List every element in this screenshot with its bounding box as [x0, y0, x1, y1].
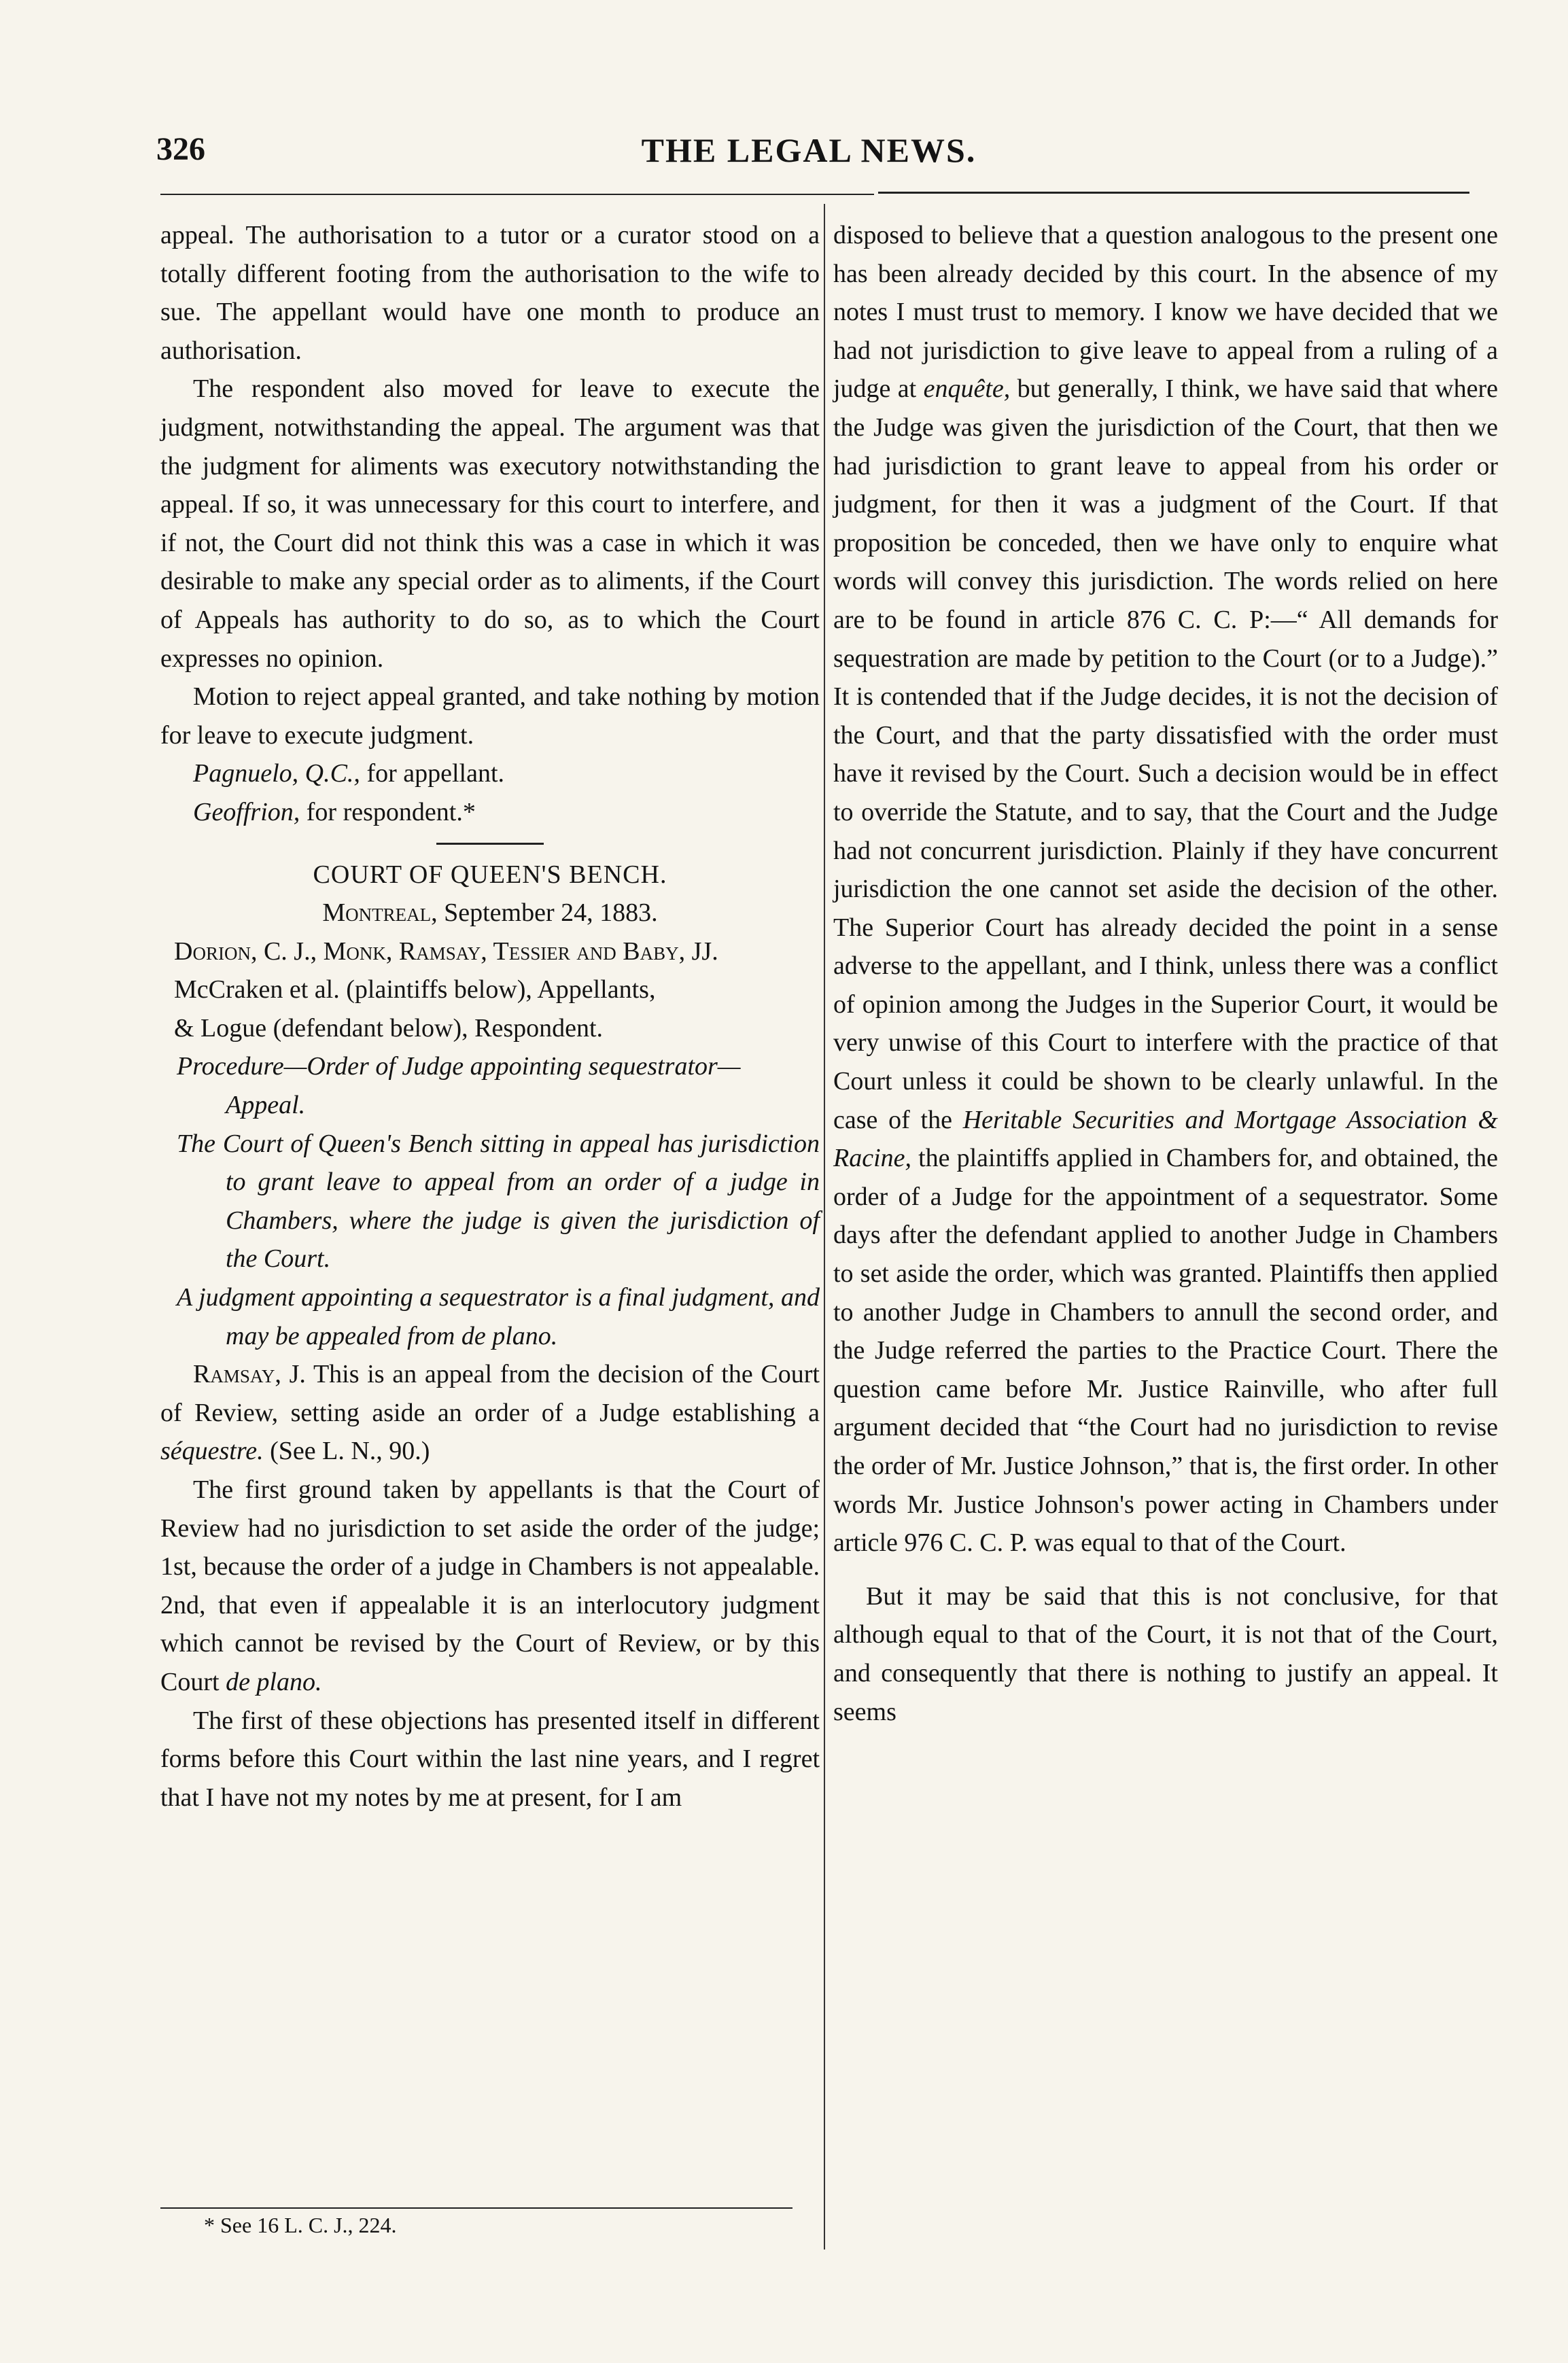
header-rule-left [160, 194, 874, 195]
paragraph-text: This is an appeal from the decision of the Court of Review, setting aside an order of a Judge establishing a [160, 1360, 820, 1427]
footnote: * See 16 L. C. J., 224. [204, 2213, 397, 2237]
page-number: 326 [156, 131, 205, 167]
reference: (See L. N., 90.) [263, 1437, 430, 1466]
case-name: Heritable Securities and Mortgage Association & Racine, [833, 1105, 1498, 1173]
counsel-name: Geoffrion, [193, 797, 300, 826]
headnote: A judgment appointing a sequestrator is a final judgment, and may be appealed from de plano. [177, 1283, 820, 1350]
left-column [160, 216, 820, 1817]
dateline-date: September 24, 1883. [437, 898, 658, 928]
paragraph-text: but generally, I think, we have said that where the Judge was given the jurisdiction of the Court, that then we had jurisdiction to grant leave to appeal from his order or judgment, for then it was a judgment of the Court. If that proposition be conceded, then we have only to enquire what words will convey this jurisdiction. The words relied on here are to be found in article 876 C. C. P:—“ All demands for sequestration are made by petition to the Court (or to a Judge).” It is contended that if the Judge decides, it is not the decision of the Court, and that the party dissatisfied with the order must have it revised by the Court. Such a decision would be in effect to override the Statute, and to say, that the Court and the Judge had not concurrent jurisdiction. Plainly if they have concurrent jurisdiction the one cannot set aside the decision of the other. The Superior Court has already decided the point in a sense adverse to the appellant, and I think, unless there was a conflict of opinion among the Judges in the Superior Court, it would be very unwise of this Court to interfere with the practice of that Court unless it could be shown to be clearly unlawful. In the case of the [833, 374, 1498, 1134]
counsel-name: Pagnuelo, Q.C., [193, 759, 360, 788]
paragraph: The respondent also moved for leave to execute the judgment, notwithstanding the appeal. The argument was that the judgment for aliments was executory notwithstanding the appeal. If so, it was unnecessary for this court to interfere, and if not, the Court did not think this was a case in which it was desirable to make any special order as to aliments, if the Court of Appeals has authority to do so, as to which the Court expresses no opinion. [160, 374, 820, 673]
dateline [160, 894, 820, 932]
parties-respondent: & Logue (defendant below), Respondent. [174, 1013, 604, 1043]
counsel-line [160, 754, 820, 793]
opinion-author: Ramsay, J. [193, 1360, 306, 1389]
paragraph: The first of these objections has presented itself in different forms before this Court within the last nine years, and I regret that I have not my notes by me at present, for I am [160, 1706, 820, 1812]
subject-line: Procedure—Order of Judge appointing sequestrator—Appeal. [177, 1052, 741, 1120]
italic-term: enquête, [923, 374, 1011, 404]
journal-title: THE LEGAL NEWS. [641, 131, 977, 169]
dateline-place: Montreal, [322, 898, 438, 928]
paragraph [833, 216, 1498, 1562]
judges-line: Dorion, C. J., Monk, Ramsay, Tessier and Baby, JJ. [174, 937, 718, 966]
headnote: The Court of Queen's Bench sitting in appeal has jurisdiction to grant leave to appeal from an order of a judge in Chambers, where the judge is given the jurisdiction of the Court. [177, 1129, 820, 1274]
running-head [156, 130, 1461, 185]
paragraph-text: The first ground taken by appellants is that the Court of Review had no jurisdiction to set aside the order of the judge; 1st, because the order of a judge in Chambers is not appealable. 2nd, that even if appealable it is an interlocutory judgment which cannot be revised by the Court of Review, or by this Court [160, 1475, 820, 1696]
section-rule [436, 843, 544, 845]
paragraph-text: the plaintiffs applied in Chambers for, and obtained, the order of a Judge for the appointment of a sequestrator. Some days after the defendant applied to another Judge in Chambers to set aside the order, which was granted. Plaintiffs then applied to another Judge in Chambers to annull the second order, and the Judge referred the parties to the Practice Court. There the question came before Mr. Justice Rainville, who after full argument decided that “the Court had no jurisdiction to revise the order of Mr. Justice Johnson,” that is, the first order. In other words Mr. Justice Johnson's power acting in Chambers under article 976 C. C. P. was equal to that of the Court. [833, 1144, 1498, 1558]
counsel-line [160, 793, 820, 832]
italic-term: séquestre. [160, 1437, 264, 1466]
column-divider [824, 204, 825, 2250]
counsel-role: for respondent.* [300, 797, 476, 826]
paragraph: appeal. The authorisation to a tutor or a curator stood on a totally different footing from the authorisation to the wife to sue. The appellant would have one month to produce an authorisation. [160, 221, 820, 365]
paragraph-gap [833, 1562, 1498, 1577]
counsel-role: for appellant. [360, 759, 505, 788]
court-heading: COURT OF QUEEN'S BENCH. [313, 860, 667, 889]
paragraph [160, 1355, 820, 1471]
paragraph: But it may be said that this is not conclusive, for that although equal to that of the Court, it is not that of the Court, and consequently that there is nothing to justify an appeal. It seems [833, 1581, 1498, 1726]
header-rule-right [878, 192, 1469, 194]
parties-appellants: McCraken et al. (plaintiffs below), Appellants, [174, 975, 656, 1004]
italic-term: de plano. [226, 1667, 322, 1696]
footnote-rule [160, 2207, 792, 2209]
right-column [833, 216, 1498, 1731]
paragraph [160, 1471, 820, 1702]
parties-line [160, 970, 820, 1047]
paragraph: Motion to reject appeal granted, and take nothing by motion for leave to execute judgment. [160, 682, 820, 750]
paragraph-text: disposed to believe that a question analogous to the present one has been already decided by this court. In the absence of my notes I must trust to memory. I know we have decided that we had not jurisdiction to give leave to appeal from a ruling of a judge at [833, 221, 1498, 404]
